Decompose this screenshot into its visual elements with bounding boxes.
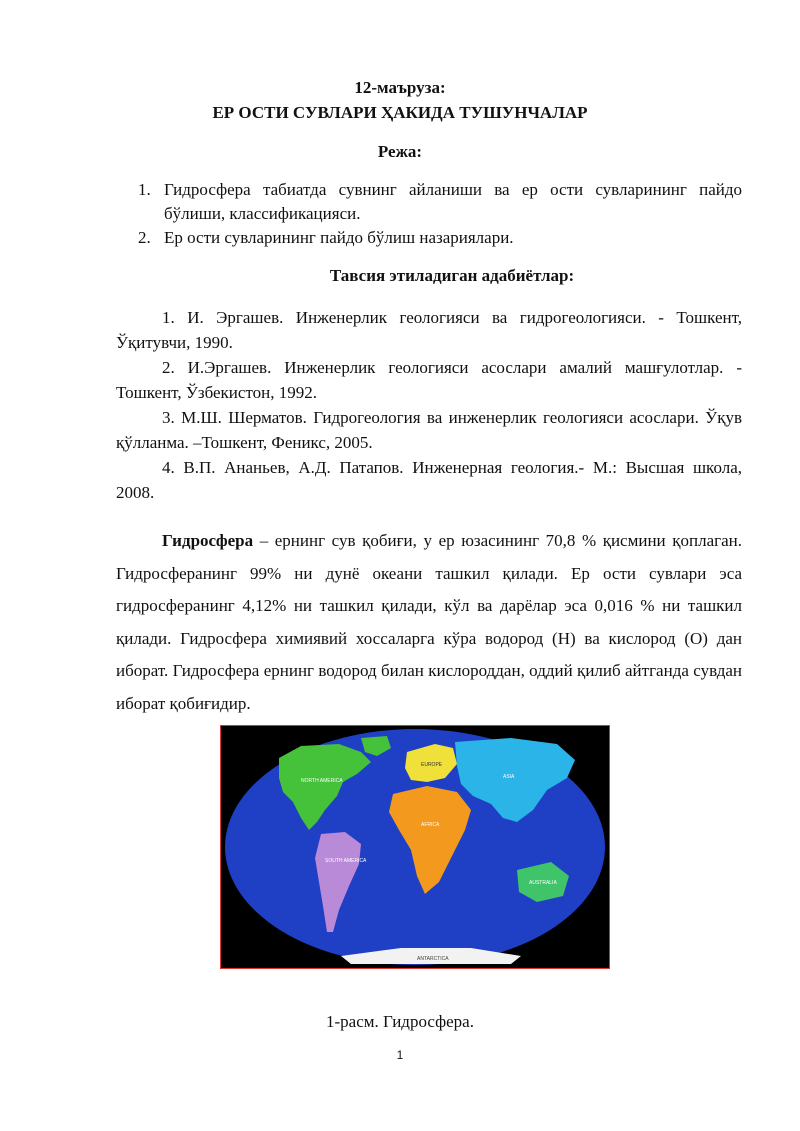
page-number: 1 — [396, 1048, 404, 1062]
map-label-africa: AFRICA — [421, 822, 440, 828]
plan-item-number: 2. — [138, 228, 151, 247]
map-label-south-america: SOUTH AMERICA — [325, 858, 367, 864]
literature-list — [116, 305, 742, 505]
lecture-number: 12-маъруза: — [354, 78, 446, 97]
literature-item: 1. И. Эргашев. Инженерлик геологияси ва гидрогеологияси. - Тошкент, Ўқитувчи, 1990. — [116, 308, 742, 352]
plan-item — [138, 226, 742, 250]
world-map-figure — [220, 725, 610, 969]
plan-item — [138, 178, 742, 226]
map-label-asia: ASIA — [503, 774, 515, 780]
plan-heading: Режа: — [377, 142, 423, 161]
figure-caption: 1-расм. Гидросфера. — [326, 1012, 474, 1031]
body-text: – ернинг сув қобиғи, у ер юзасининг 70,8 % қисмини қоплаган. Гидросферанинг 99% ни дунё океани ташкил қилади. Ер ости сувлари эса гидросферанинг 4,12% ни ташкил қилади, кўл ва дарёлар эса 0,016 % ни ташкил қилади. Гидросфера химиявий хоссаларга кўра водород (Н) ва кислород (О) дан иборат. Гидросфера ернинг водород билан кислороддан, оддий қилиб айтганда сувдан иборат қобиғидир. — [116, 531, 742, 713]
plan-item-text: Ер ости сувларининг пайдо бўлиш назариялари. — [164, 228, 514, 247]
world-map — [221, 726, 609, 968]
literature-item: 2. И.Эргашев. Инженерлик геологияси асослари амалий машғулотлар. - Тошкент, Ўзбекистон, 1992. — [116, 358, 742, 402]
plan-item-text: Гидросфера табиатда сувнинг айланиши ва ер ости сувларининг пайдо бўлиши, классификацияси. — [164, 180, 742, 223]
literature-item: 3. М.Ш. Шерматов. Гидрогеология ва инженерлик геологияси асослари. Ўқув қўлланма. –Тошкент, Феникс, 2005. — [116, 408, 742, 452]
map-label-antarctica: ANTARCTICA — [417, 956, 449, 962]
plan-list — [138, 178, 742, 250]
body-term: Гидросфера — [162, 531, 254, 550]
literature-heading: Тавсия этиладиган адабиётлар: — [329, 266, 575, 285]
body-paragraph — [116, 525, 742, 720]
map-label-north-america: NORTH AMERICA — [301, 778, 343, 784]
lecture-title: ЕР ОСТИ СУВЛАРИ ҲАКИДА ТУШУНЧАЛАР — [212, 103, 588, 122]
plan-item-number: 1. — [138, 180, 151, 199]
literature-item: 4. В.П. Ананьев, А.Д. Патапов. Инженерная геология.- М.: Высшая школа, 2008. — [116, 458, 742, 502]
map-label-australia: AUSTRALIA — [529, 880, 557, 886]
map-label-europe: EUROPE — [421, 762, 443, 768]
